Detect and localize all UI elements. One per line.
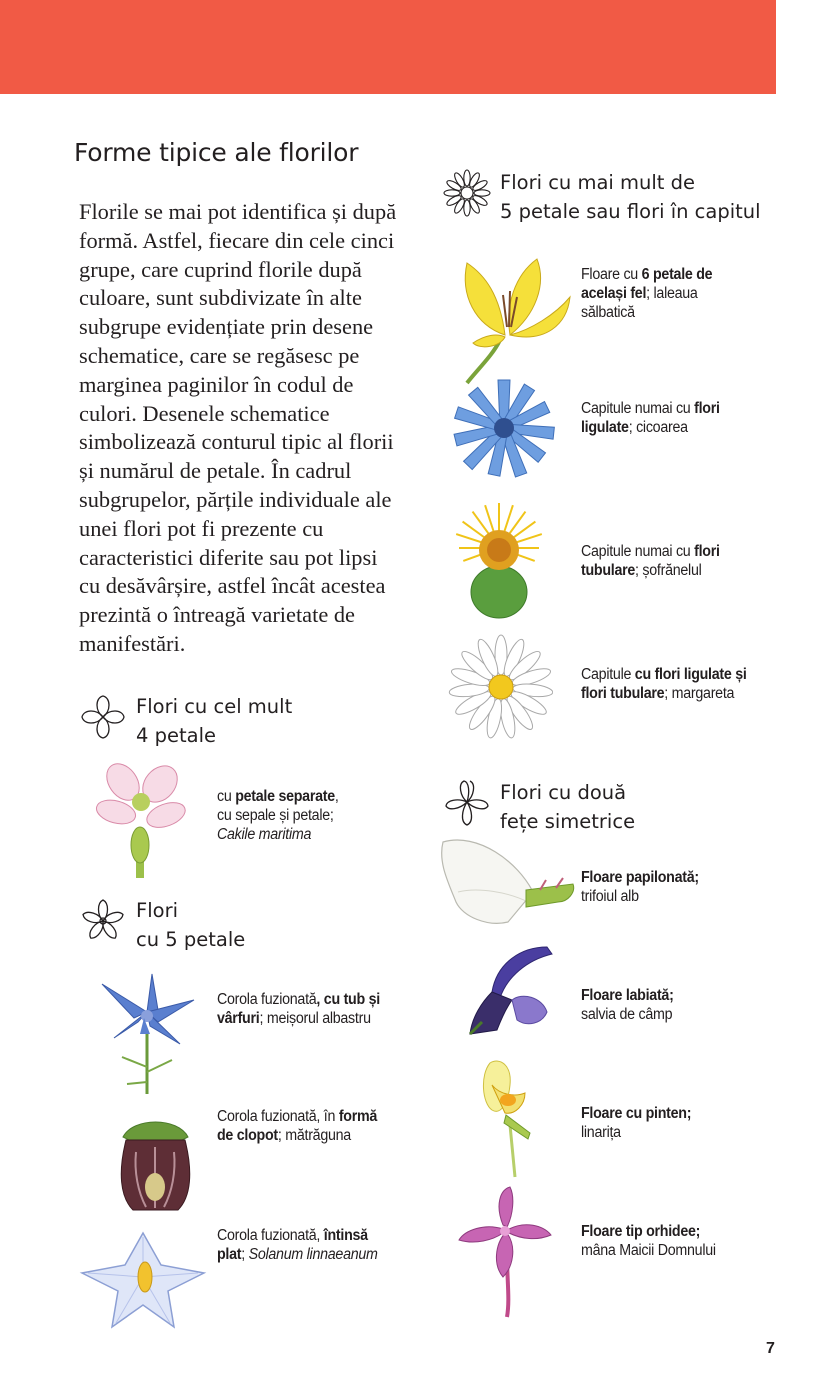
caption-text-run: Corola fuzionată [217, 991, 317, 1008]
intro-line: manifestări. [79, 630, 186, 656]
page-title: Forme tipice ale florilor [74, 138, 359, 167]
caption-text-run: cu flori ligulate și [634, 666, 747, 683]
intro-line: Florile se mai pot identifica și după [79, 199, 397, 224]
heading-line: Flori cu două [500, 781, 627, 804]
caption-text-run: sălbatică [581, 304, 635, 321]
caption-text-run: ; mătrăguna [277, 1127, 351, 1144]
caption-text-run: formă [338, 1108, 378, 1125]
bilateral-flower-icon [442, 778, 492, 828]
caption-text-run: , [334, 788, 339, 805]
caption-text-run: 6 petale de [641, 266, 713, 283]
intro-line: unei flori pot fi prezente cu [79, 515, 324, 541]
caption-text-run: Floare cu [581, 266, 642, 283]
four-petal-flower-icon [78, 692, 128, 742]
intro-line: caracteristici diferite sau pot lipsi [79, 544, 378, 570]
caption-text-run: vârfuri [217, 1010, 260, 1027]
caption-text-run: plat [217, 1246, 242, 1263]
caption-linarita [581, 1104, 691, 1142]
caption-margareta [581, 665, 747, 703]
five-petal-flower-icon [78, 896, 128, 946]
intro-line: formă. Astfel, fiecare din cele cinci [79, 227, 395, 253]
caption-text-run: Floare cu pinten; [581, 1105, 692, 1122]
section-heading-text [136, 896, 245, 954]
intro-line: culoare, sunt subdivizate în alte [79, 285, 362, 311]
tulip-flower-illustration [455, 255, 575, 385]
meisor-flower-illustration [92, 972, 202, 1097]
caption-text-run: flori [694, 543, 720, 560]
heading-line: cu 5 petale [136, 928, 246, 951]
caption-text-run: flori tubulare [581, 685, 665, 702]
caption-text-run: salvia de câmp [581, 1006, 673, 1023]
section-heading-text [500, 168, 761, 226]
caption-text-run: același fel [581, 285, 647, 302]
heading-line: Flori [136, 899, 178, 922]
intro-line: grupe, care cuprind florile după [79, 256, 362, 282]
margareta-flower-illustration [443, 632, 553, 747]
section-heading-text [500, 778, 635, 836]
caption-text-run: întinsă [323, 1227, 368, 1244]
caption-text-run: , cu tub și [316, 991, 380, 1008]
caption-cakile [217, 787, 339, 844]
cakile-flower-illustration [90, 760, 190, 880]
intro-line: schematice, care se regăsesc pe [79, 342, 360, 368]
heading-line: fețe simetrice [500, 810, 636, 833]
caption-text-run: cu sepale și petale; [217, 807, 334, 824]
caption-text-run: Capitule numai cu [581, 543, 695, 560]
caption-text-run: de clopot [217, 1127, 278, 1144]
cicoare-flower-illustration [440, 372, 565, 487]
caption-text-run: trifoiul alb [581, 888, 639, 905]
linarita-flower-illustration [470, 1055, 540, 1180]
header-color-bar [0, 0, 776, 94]
heading-line: 5 petale sau flori în capitul [500, 200, 761, 223]
caption-text-run: ; meișorul albastru [259, 1010, 371, 1027]
trifoi-flower-illustration [438, 832, 580, 932]
caption-meisor [217, 990, 380, 1028]
caption-matraguna [217, 1107, 377, 1145]
heading-line: Flori cu cel mult [136, 695, 293, 718]
caption-text-run: ; cicoarea [628, 419, 688, 436]
caption-salvie [581, 986, 674, 1024]
section-heading-five-petals [78, 896, 245, 954]
caption-orhidee [581, 1222, 716, 1260]
intro-line: marginea paginilor în codul de [79, 371, 354, 397]
caption-text-run: mâna Maicii Domnului [581, 1242, 716, 1259]
caption-text-run: ; margareta [664, 685, 735, 702]
intro-line: subgrupelor, părțile individuale ale [79, 486, 392, 512]
caption-cicoarea [581, 399, 720, 437]
intro-line: cu desăvârșire, astfel încât acestea [79, 573, 386, 599]
caption-text-run: flori [694, 400, 720, 417]
caption-text-run: ligulate [581, 419, 629, 436]
caption-laleaua [581, 265, 712, 322]
sofranel-flower-illustration [443, 500, 558, 620]
caption-text-run: cu [217, 788, 236, 805]
orhidee-flower-illustration [455, 1185, 555, 1320]
heading-line: 4 petale [136, 724, 216, 747]
intro-line: simbolizează conturul tipic al florii [79, 429, 394, 455]
intro-paragraph [79, 198, 419, 659]
daisy-flower-icon [442, 168, 492, 218]
caption-text-run: ; șofrănelul [635, 562, 702, 579]
caption-text-run: ; [241, 1246, 249, 1263]
section-heading-text [136, 692, 292, 750]
page-number: 7 [766, 1340, 775, 1357]
caption-text-run: petale separate [235, 788, 335, 805]
caption-text-run: Capitule numai cu [581, 400, 695, 417]
caption-text-run: ; laleaua [646, 285, 698, 302]
solanum-flower-illustration [76, 1225, 211, 1330]
caption-text-run: tubulare [581, 562, 636, 579]
caption-text-run: Floare labiată; [581, 987, 674, 1004]
intro-line: prezintă o întreagă varietate de [79, 602, 355, 628]
caption-sofranel [581, 542, 720, 580]
heading-line: Flori cu mai mult de [500, 171, 696, 194]
intro-line: culori. Desenele schematice [79, 400, 330, 426]
section-heading-four-petals [78, 692, 292, 750]
caption-text-run: Floare tip orhidee; [581, 1223, 701, 1240]
caption-text-run: Floare papilonată; [581, 869, 699, 886]
caption-text-run: Corola fuzionată, [217, 1227, 324, 1244]
caption-text-run: Capitule [581, 666, 635, 683]
intro-line: subgrupe evidențiate prin desene [79, 314, 374, 340]
section-heading-many-petals [442, 168, 761, 226]
caption-text-run: linarița [581, 1124, 621, 1141]
caption-text-run: Solanum linnaeanum [248, 1246, 378, 1263]
intro-line: și numărul de petale. În cadrul [79, 458, 352, 484]
matraguna-flower-illustration [108, 1112, 203, 1217]
caption-text-run: Corola fuzionată, în [217, 1108, 339, 1125]
caption-text-run: Cakile maritima [217, 826, 312, 843]
section-heading-two-sided [442, 778, 635, 836]
caption-solanum [217, 1226, 378, 1264]
salvie-flower-illustration [462, 942, 562, 1037]
caption-trifoi [581, 868, 699, 906]
